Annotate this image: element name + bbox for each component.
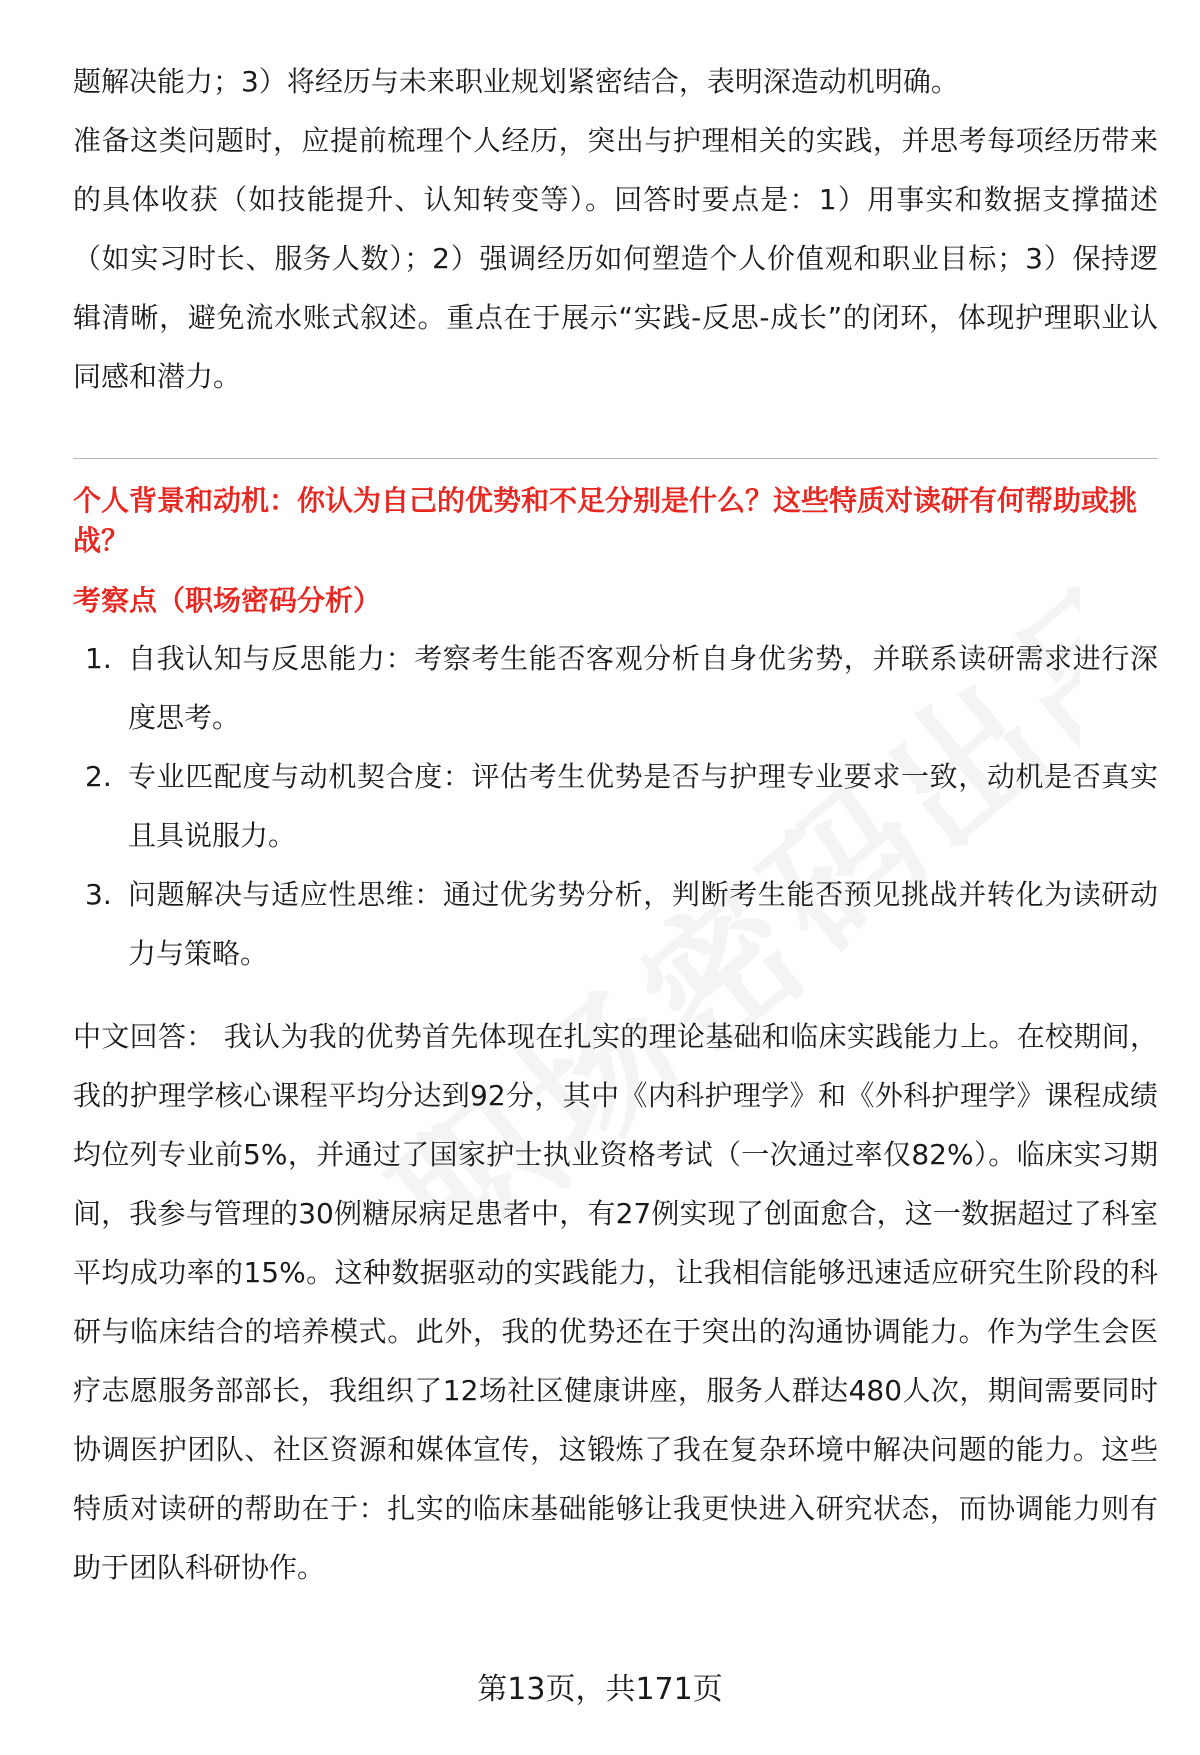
page-footer: 第13页，共171页 (477, 1672, 723, 1707)
answer-paragraph: 中文回答： 我认为我的优势首先体现在扎实的理论基础和临床实践能力上。在校期间，我的护理学核心课程平均分达到92分，其中《内科护理学》和《外科护理学》课程成绩均位列专业前5%，并通过了国家护士执业资格考试（一次通过率仅82%）。临床实习期间，我参与管理的30例糖尿病足患者中，有27例实现了创面愈合，这一数据超过了科室平均成功率的15%。这种数据驱动的实践能力，让我相信能够迅速适应研究生阶段的科研与临床结合的培养模式。此外，我的优势还在于突出的沟通协调能力。作为学生会医疗志愿服务部部长，我组织了12场社区健康讲座，服务人群达480人次，期间需要同时协调医护团队、社区资源和媒体宣传，这锻炼了我在复杂环境中解决问题的能力。这些特质对读研的帮助在于：扎实的临床基础能够让我更快进入研究状态，而协调能力则有助于团队科研协作。 (73, 1020, 1158, 1584)
section-divider (73, 458, 1158, 459)
intro-paragraph-2: 准备这类问题时，应提前梳理个人经历，突出与护理相关的实践，并思考每项经历带来的具体收获（如技能提升、认知转变等）。回答时要点是：1）用事实和数据支撑描述（如实习时长、服务人数）；2）强调经历如何塑造个人价值观和职业目标；3）保持逻辑清晰，避免流水账式叙述。重点在于展示“实践-反思-成长”的闭环，体现护理职业认同感和潜力。 (73, 124, 1158, 393)
intro-paragraph-1: 题解决能力；3）将经历与未来职业规划紧密结合，表明深造动机明确。 (73, 65, 959, 98)
question-heading: 个人背景和动机：你认为自己的优势和不足分别是什么？这些特质对读研有何帮助或挑战？ (73, 484, 1138, 557)
list-item-number: 1. (85, 642, 112, 675)
assessment-list (73, 629, 1158, 983)
list-item (73, 629, 1158, 747)
page-content (73, 52, 1158, 1597)
list-item-number: 3. (85, 878, 112, 911)
list-item-number: 2. (85, 760, 112, 793)
list-item-text: 自我认知与反思能力：考察考生能否客观分析自身优劣势，并联系读研需求进行深度思考。 (128, 642, 1158, 734)
list-item-text: 问题解决与适应性思维：通过优劣势分析，判断考生能否预见挑战并转化为读研动力与策略。 (128, 878, 1158, 970)
list-item-text: 专业匹配度与动机契合度：评估考生优势是否与护理专业要求一致，动机是否真实且具说服力。 (128, 760, 1158, 852)
list-item (73, 747, 1158, 865)
list-item (73, 865, 1158, 983)
assessment-heading: 考察点（职场密码分析） (73, 584, 382, 617)
